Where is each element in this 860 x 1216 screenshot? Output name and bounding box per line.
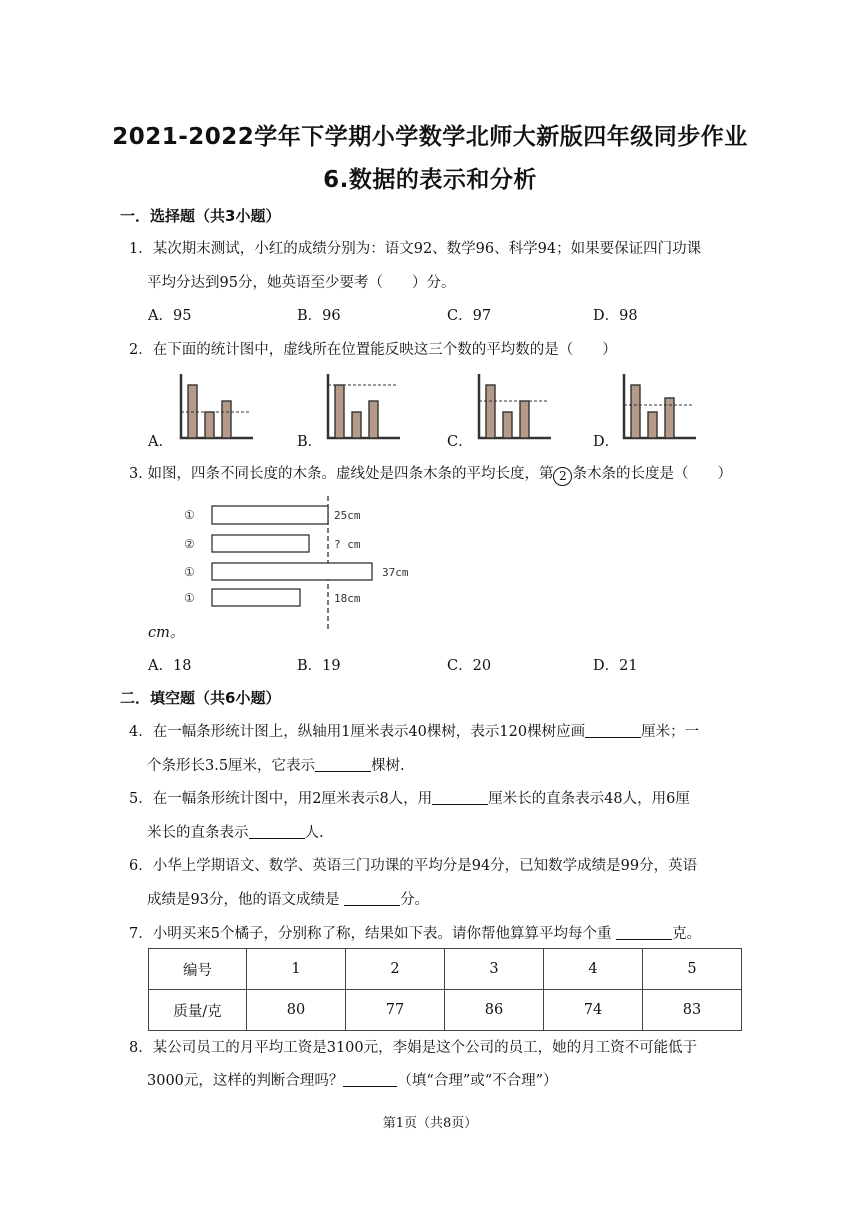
q3-row3-label: 37cm: [382, 566, 409, 579]
q1-line1: 1．某次期末测试，小红的成绩分别为：语文92、数学96、科学94；如果要保证四门功课: [129, 241, 702, 257]
q4-line2: [147, 754, 405, 775]
document-subtitle: 6.数据的表示和分析: [323, 167, 537, 193]
q8-line2-text-b: （填“合理”或“不合理”）: [397, 1073, 558, 1089]
q6-line2-text-a: 成绩是93分，他的语文成绩是: [147, 892, 345, 908]
q5-line2-text-b: 人.: [304, 825, 324, 841]
table-cell: 86: [445, 990, 544, 1031]
q5-blank-1[interactable]: [432, 790, 488, 805]
q3-row2-marker: ②: [184, 537, 195, 551]
q3-option-a: A．18: [148, 658, 192, 674]
q8-line2: [147, 1069, 558, 1090]
table-cell: 2: [346, 949, 445, 990]
document-title: 2021-2022学年下学期小学数学北师大新版四年级同步作业: [112, 124, 748, 150]
q3-unit: cm。: [148, 625, 185, 641]
q2-line1: 2．在下面的统计图中，虚线所在位置能反映这三个数的平均数的是（ ）: [129, 342, 617, 358]
q5-line1: [129, 787, 690, 808]
q2-chart-d: [618, 372, 700, 442]
q3-row2-label: ? cm: [334, 538, 361, 551]
table-row: [149, 949, 742, 990]
table-cell: 3: [445, 949, 544, 990]
q6-line2-text-b: 分。: [400, 892, 430, 908]
table-cell: 1: [247, 949, 346, 990]
q3-row1-label: 25cm: [334, 509, 361, 522]
q1-line2: 平均分达到95分，她英语至少要考（ ）分。: [147, 275, 456, 291]
q2-chart-b: [322, 372, 404, 442]
q4-line1-text-a: 4．在一幅条形统计图上，纵轴用1厘米表示40棵树，表示120棵树应画: [129, 724, 586, 740]
table-cell: 5: [643, 949, 742, 990]
q2-label-c: C．: [447, 434, 473, 450]
section-choice-heading: 一．选择题（共3小题）: [120, 207, 281, 225]
table-cell: 83: [643, 990, 742, 1031]
q4-line1: [129, 720, 699, 741]
page-footer: 第1页（共8页）: [382, 1116, 478, 1131]
q3-line1: [129, 462, 732, 486]
q4-blank-2[interactable]: [315, 757, 371, 772]
q5-line2-text-a: 米长的直条表示: [147, 825, 249, 841]
q1-option-c: C．97: [447, 308, 492, 324]
q3-row4-marker: ①: [184, 591, 195, 605]
q4-line1-text-b: 厘米；一: [641, 724, 700, 740]
q3-row3-marker: ①: [184, 565, 195, 579]
q7-line1: [129, 922, 701, 943]
q1-option-d: D．98: [593, 308, 638, 324]
table-cell: 77: [346, 990, 445, 1031]
table-cell: 编号: [149, 949, 247, 990]
table-row: [149, 990, 742, 1031]
q3-option-b: B．19: [297, 658, 341, 674]
q3-line1-pre: 3. 如图，四条不同长度的木条。虚线处是四条木条的平均长度，第: [129, 466, 554, 482]
q5-line1-text-a: 5．在一幅条形统计图中，用2厘米表示8人，用: [129, 791, 433, 807]
q4-line2-text-a: 个条形长3.5厘米，它表示: [147, 758, 316, 774]
table-cell: 80: [247, 990, 346, 1031]
table-cell: 74: [544, 990, 643, 1031]
q3-option-c: C．20: [447, 658, 492, 674]
q4-blank-1[interactable]: [585, 723, 641, 738]
q1-option-b: B．96: [297, 308, 341, 324]
q6-blank[interactable]: [344, 891, 400, 906]
q5-line2: [147, 821, 324, 842]
q3-row4-label: 18cm: [334, 592, 361, 605]
q7-line1-text-a: 7．小明买来5个橘子，分别称了称，结果如下表。请你帮他算算平均每个重: [129, 926, 617, 942]
q2-label-b: B．: [297, 434, 323, 450]
q3-circle-number: 2: [553, 467, 572, 486]
q2-label-d: D．: [593, 434, 620, 450]
orange-mass-table: [148, 948, 742, 1031]
q3-wood-strip-figure: [180, 494, 430, 634]
table-cell: 质量/克: [149, 990, 247, 1031]
q2-label-a: A．: [148, 434, 173, 450]
q2-chart-a: [175, 372, 257, 442]
q2-chart-c: [473, 372, 555, 442]
q6-line2: [147, 888, 429, 909]
q3-line1-post: 条木条的长度是（ ）: [572, 466, 732, 482]
q8-line2-text-a: 3000元，这样的判断合理吗？: [147, 1073, 344, 1089]
q3-row1-marker: ①: [184, 508, 195, 522]
q5-line1-text-b: 厘米长的直条表示48人，用6厘: [488, 791, 690, 807]
q1-option-a: A．95: [148, 308, 192, 324]
q5-blank-2[interactable]: [249, 824, 305, 839]
q7-blank[interactable]: [616, 925, 672, 940]
q8-blank[interactable]: [343, 1072, 397, 1087]
q6-line1: 6．小华上学期语文、数学、英语三门功课的平均分是94分，已知数学成绩是99分，英语: [129, 858, 698, 874]
q7-line1-text-b: 克。: [672, 926, 702, 942]
q4-line2-text-b: 棵树.: [371, 758, 405, 774]
q3-option-d: D．21: [593, 658, 638, 674]
table-cell: 4: [544, 949, 643, 990]
section-fill-heading: 二．填空题（共6小题）: [120, 689, 281, 707]
q8-line1: 8．某公司员工的月平均工资是3100元，李娟是这个公司的员工，她的月工资不可能低于: [129, 1040, 698, 1056]
